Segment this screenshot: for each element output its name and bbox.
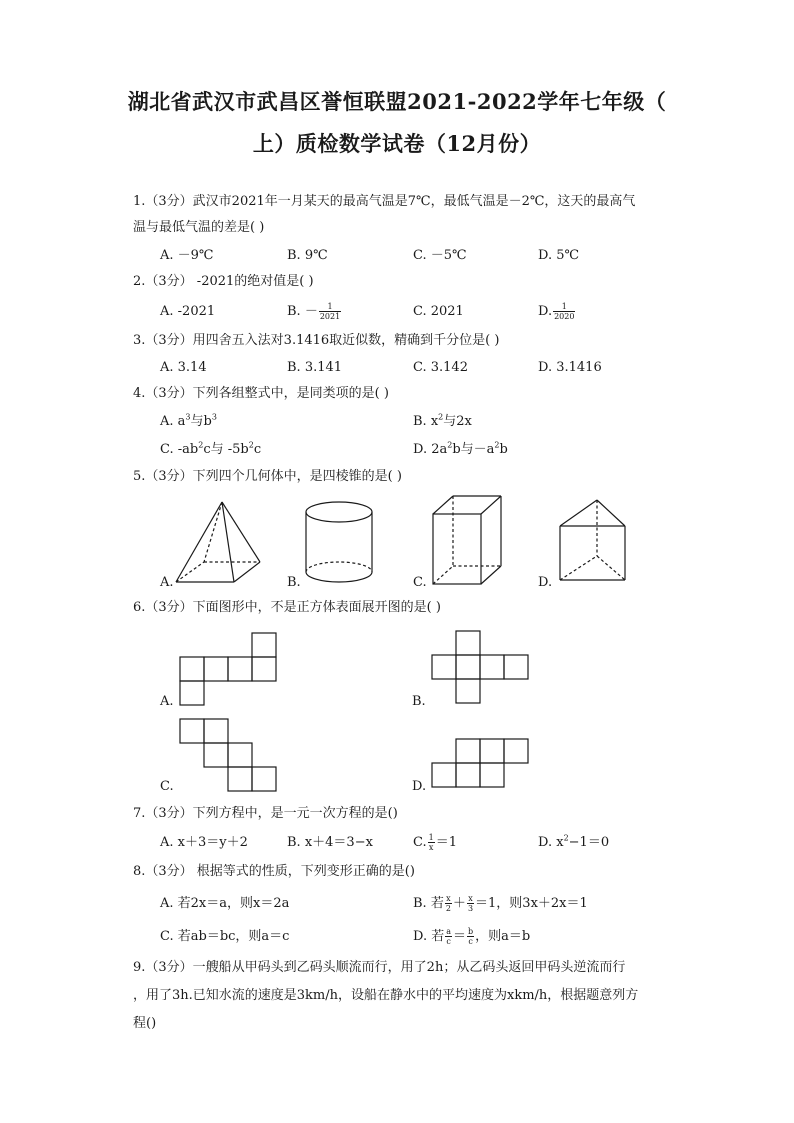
q9-stem-line-1: 9.（3分）一艘船从甲码头到乙码头顺流而行，用了2h；从乙码头返回甲码头逆流而行 <box>133 960 626 975</box>
q9-stem-line-2: ，用了3h.已知水流的速度是3km/h，设船在静水中的平均速度为xkm/h，根据题意列方 <box>133 988 639 1003</box>
q3-option-a: A. 3.14 <box>160 360 207 375</box>
exam-title-line-1: 湖北省武汉市武昌区誉恒联盟2021-2022学年七年级（ <box>127 89 667 114</box>
q3-option-b: B. 3.141 <box>287 360 343 375</box>
q5-option-a: A. <box>160 575 174 590</box>
q4-option-c: C. $-ab^2c$与 $-5b^2c$ <box>160 440 262 457</box>
q6-option-c: C. <box>160 779 174 794</box>
cube-net-c <box>180 718 280 794</box>
q6-stem: 6.（3分）下面图形中，不是正方体表面展开图的是( ) <box>133 600 441 615</box>
q3-option-d: D. 3.1416 <box>538 360 602 375</box>
rectangular-prism-figure <box>428 494 504 588</box>
cube-net-b <box>432 630 532 706</box>
cube-net-a <box>180 632 280 708</box>
q7-stem: 7.（3分）下列方程中，是一元一次方程的是() <box>133 806 398 821</box>
q7-option-a: A. x＋3＝y＋2 <box>160 835 248 850</box>
q1-stem-line-1: 1.（3分）武汉市2021年一月某天的最高气温是7℃，最低气温是－2℃，这天的最高气 <box>133 194 636 209</box>
q7-option-d: D. $x^2-1=0$ <box>538 833 610 850</box>
q8-option-d: D. 若 $\frac{a}{c}$ ＝ $\frac{b}{c}$ ，则a＝b <box>413 927 531 946</box>
q4-option-b: B. $x^2$与2x <box>413 412 472 429</box>
q1-option-c: C. －5℃ <box>413 248 467 263</box>
q2-option-c: C. 2021 <box>413 304 464 319</box>
q5-option-c: C. <box>413 575 427 590</box>
q1-option-b: B. 9℃ <box>287 248 328 263</box>
q9-stem-line-3: 程() <box>133 1016 157 1031</box>
exam-title-line-2: 上）质检数学试卷（12月份） <box>252 131 542 156</box>
q2-stem: 2.（3分） -2021的绝对值是( ) <box>133 274 314 289</box>
q7-option-b: B. x＋4＝3−x <box>287 835 373 850</box>
q6-option-a: A. <box>160 694 174 709</box>
cube-net-d <box>432 738 532 792</box>
q2-option-d: D. $\frac{1}{2020}$ <box>538 302 575 321</box>
q4-option-a: A. $a^3$与$b^3$ <box>160 412 217 429</box>
q4-stem: 4.（3分）下列各组整式中，是同类项的是( ) <box>133 386 389 401</box>
q2-option-b: B. － $\frac{1}{2021}$ <box>287 302 341 321</box>
q4-option-d: D. $2a^2b$与$-a^2b$ <box>413 440 508 457</box>
q5-option-b: B. <box>287 575 301 590</box>
q1-option-d: D. 5℃ <box>538 248 580 263</box>
q8-option-b: B. 若 $\frac{x}{2}$ ＋ $\frac{x}{3}$ ＝1，则3x＋2x＝1 <box>413 894 588 913</box>
cylinder-figure <box>303 500 375 586</box>
q8-stem: 8.（3分） 根据等式的性质，下列变形正确的是() <box>133 864 415 879</box>
q6-option-d: D. <box>412 779 427 794</box>
q8-option-c: C. 若ab＝bc，则a＝c <box>160 929 290 944</box>
q1-stem-line-2: 温与最低气温的差是( ) <box>133 220 265 235</box>
q8-option-a: A. 若2x＝a，则x＝2a <box>160 896 290 911</box>
q5-stem: 5.（3分）下列四个几何体中，是四棱锥的是( ) <box>133 469 402 484</box>
triangular-prism-figure <box>555 496 631 588</box>
q1-option-a: A. －9℃ <box>160 248 214 263</box>
q3-stem: 3.（3分）用四舍五入法对3.1416取近似数，精确到千分位是( ) <box>133 333 500 348</box>
q3-option-c: C. 3.142 <box>413 360 468 375</box>
q2-option-a: A. -2021 <box>160 304 216 319</box>
square-pyramid-figure <box>168 500 268 586</box>
q7-option-c: C. $\frac{1}{x}$ ＝1 <box>413 833 457 852</box>
q6-option-b: B. <box>412 694 426 709</box>
q5-option-d: D. <box>538 575 553 590</box>
